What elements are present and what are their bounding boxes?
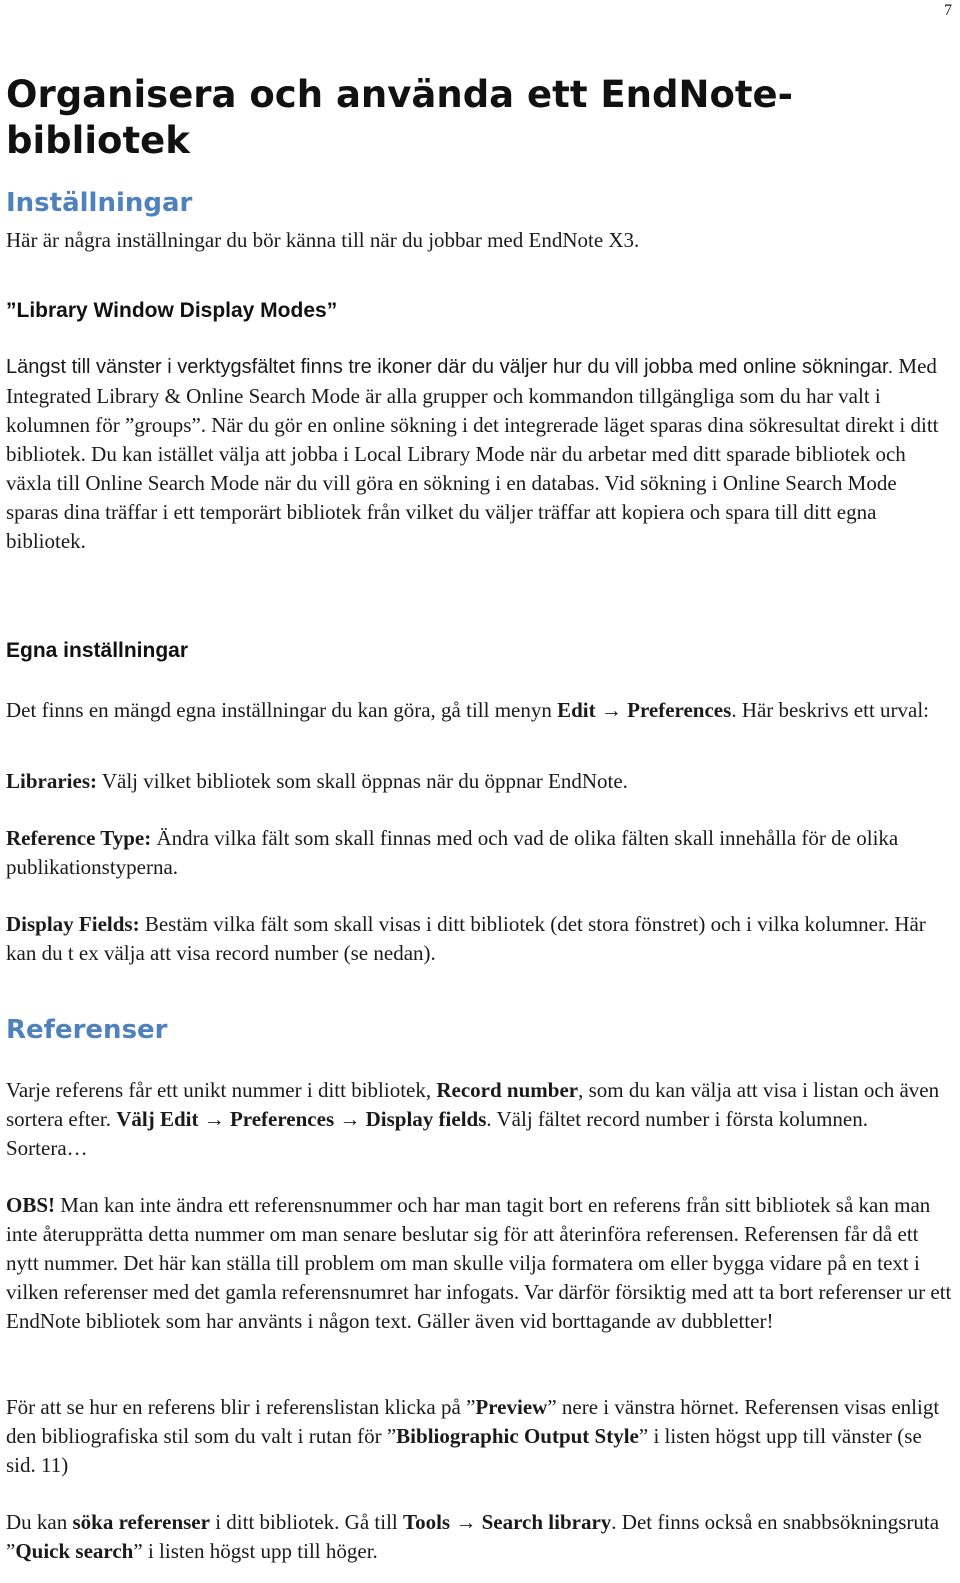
record-text-b: , som du kan välja att visa i listan och även sortera efter. <box>6 1078 940 1131</box>
output-style-term: Bibliographic Output Style <box>396 1424 639 1448</box>
menu-preferences: Preferences <box>627 698 732 722</box>
settings-intro: Här är några inställningar du bör känna till när du jobbar med EndNote X3. <box>6 228 640 252</box>
display-fields-label: Display Fields: <box>6 912 140 936</box>
libraries-label: Libraries: <box>6 769 97 793</box>
obs-paragraph <box>6 1191 952 1336</box>
search-text-c: . Det finns också en snabbsökningsruta ” <box>6 1510 940 1563</box>
display-modes-paragraph <box>6 352 952 556</box>
obs-label: OBS! <box>6 1193 56 1217</box>
record-text-c: . Välj fältet record number i första kolumnen. Sortera… <box>6 1107 868 1160</box>
record-number-term: Record number <box>436 1078 579 1102</box>
libraries-text: Välj vilket bibliotek som skall öppnas när du öppnar EndNote. <box>96 769 628 793</box>
preview-text-a: För att se hur en referens blir i referenslistan klicka på ” <box>6 1395 476 1419</box>
reference-type-setting <box>6 824 952 882</box>
preview-term: Preview <box>475 1395 548 1419</box>
reference-type-text: Ändra vilka fält som skall finnas med och vad de olika fälten skall innehålla för de olika publikationstyperna. <box>6 826 899 879</box>
section-heading-references: Referenser <box>6 1015 168 1045</box>
subheading-library-window-display-modes: ”Library Window Display Modes” <box>6 299 338 322</box>
search-text-b: i ditt bibliotek. Gå till <box>209 1510 404 1534</box>
obs-text: Man kan inte ändra ett referensnummer och har man tagit bort en referens från sitt bibliotek så kan man inte återupprätta detta nummer om man senare beslutar sig för att återinföra referensen. Referensen får då ett nytt nummer. Det här kan ställa till problem om man skulle vilja formatera om eller bygga vidare på en text i vilken referenser med det gamla referensnumret har infogats. Var därför försiktig med att ta bort referenser ur ett EndNote bibliotek som har använts i någon text. Gäller även vid borttagande av dubbletter! <box>6 1193 952 1333</box>
reference-type-label: Reference Type: <box>6 826 152 850</box>
libraries-setting <box>6 767 952 796</box>
section-heading-settings: Inställningar <box>6 188 193 218</box>
display-fields-text: Bestäm vilka fält som skall visas i ditt bibliotek (det stora fönstret) och i vilka kolumner. Här kan du t ex välja att visa record number (se nedan). <box>6 912 926 965</box>
preview-paragraph <box>6 1393 952 1480</box>
display-modes-text: Med Integrated Library & Online Search Mode är alla grupper och kommandon tillgängliga som du har valt i kolumnen för ”groups”. När du gör en online sökning i det integrerade läget sparas dina sökresultat direkt i ditt bibliotek. Du kan istället välja att jobba i Local Library Mode när du arbetar med ditt sparade bibliotek och växla till Online Search Mode när du vill göra en sökning i en databas. Vid sökning i Online Search Mode sparas dina träffar i ett temporärt bibliotek från vilket du väljer träffar att kopiera och spara till ditt egna bibliotek. <box>6 354 939 553</box>
search-text-d: ” i listen högst upp till höger. <box>133 1539 378 1563</box>
record-number-paragraph <box>6 1076 952 1163</box>
intro-text: Det finns en mängd egna inställningar du kan göra, gå till menyn <box>6 698 558 722</box>
menu-edit: Edit <box>557 698 596 722</box>
arrow-icon: → <box>595 698 628 722</box>
display-modes-text-sans: Längst till vänster i verktygsfältet finns tre ikoner där du väljer hur du vill jobba med online sökningar. <box>6 356 894 378</box>
subheading-own-settings: Egna inställningar <box>6 639 189 662</box>
page-title: Organisera och använda ett EndNote-bibliotek <box>6 73 794 162</box>
display-fields-path: Välj Edit → Preferences → Display fields <box>116 1107 487 1131</box>
display-fields-setting <box>6 910 952 968</box>
search-references-term: söka referenser <box>72 1510 210 1534</box>
intro-text-end: . Här beskrivs ett urval: <box>731 698 930 722</box>
preview-text-c: ” i listen högst upp till vänster (se sid. 11) <box>6 1424 922 1477</box>
preview-text-b: ” nere i vänstra hörnet. Referensen visas enligt den bibliografiska stil som du valt i rutan för ” <box>6 1395 940 1448</box>
tools-search-path: Tools → Search library <box>403 1510 612 1534</box>
search-paragraph <box>6 1508 952 1566</box>
quick-search-term: Quick search <box>15 1539 134 1563</box>
search-text-a: Du kan <box>6 1510 73 1534</box>
page-number: 7 <box>944 2 952 19</box>
record-text-a: Varje referens får ett unikt nummer i ditt bibliotek, <box>6 1078 437 1102</box>
own-settings-intro <box>6 696 952 725</box>
